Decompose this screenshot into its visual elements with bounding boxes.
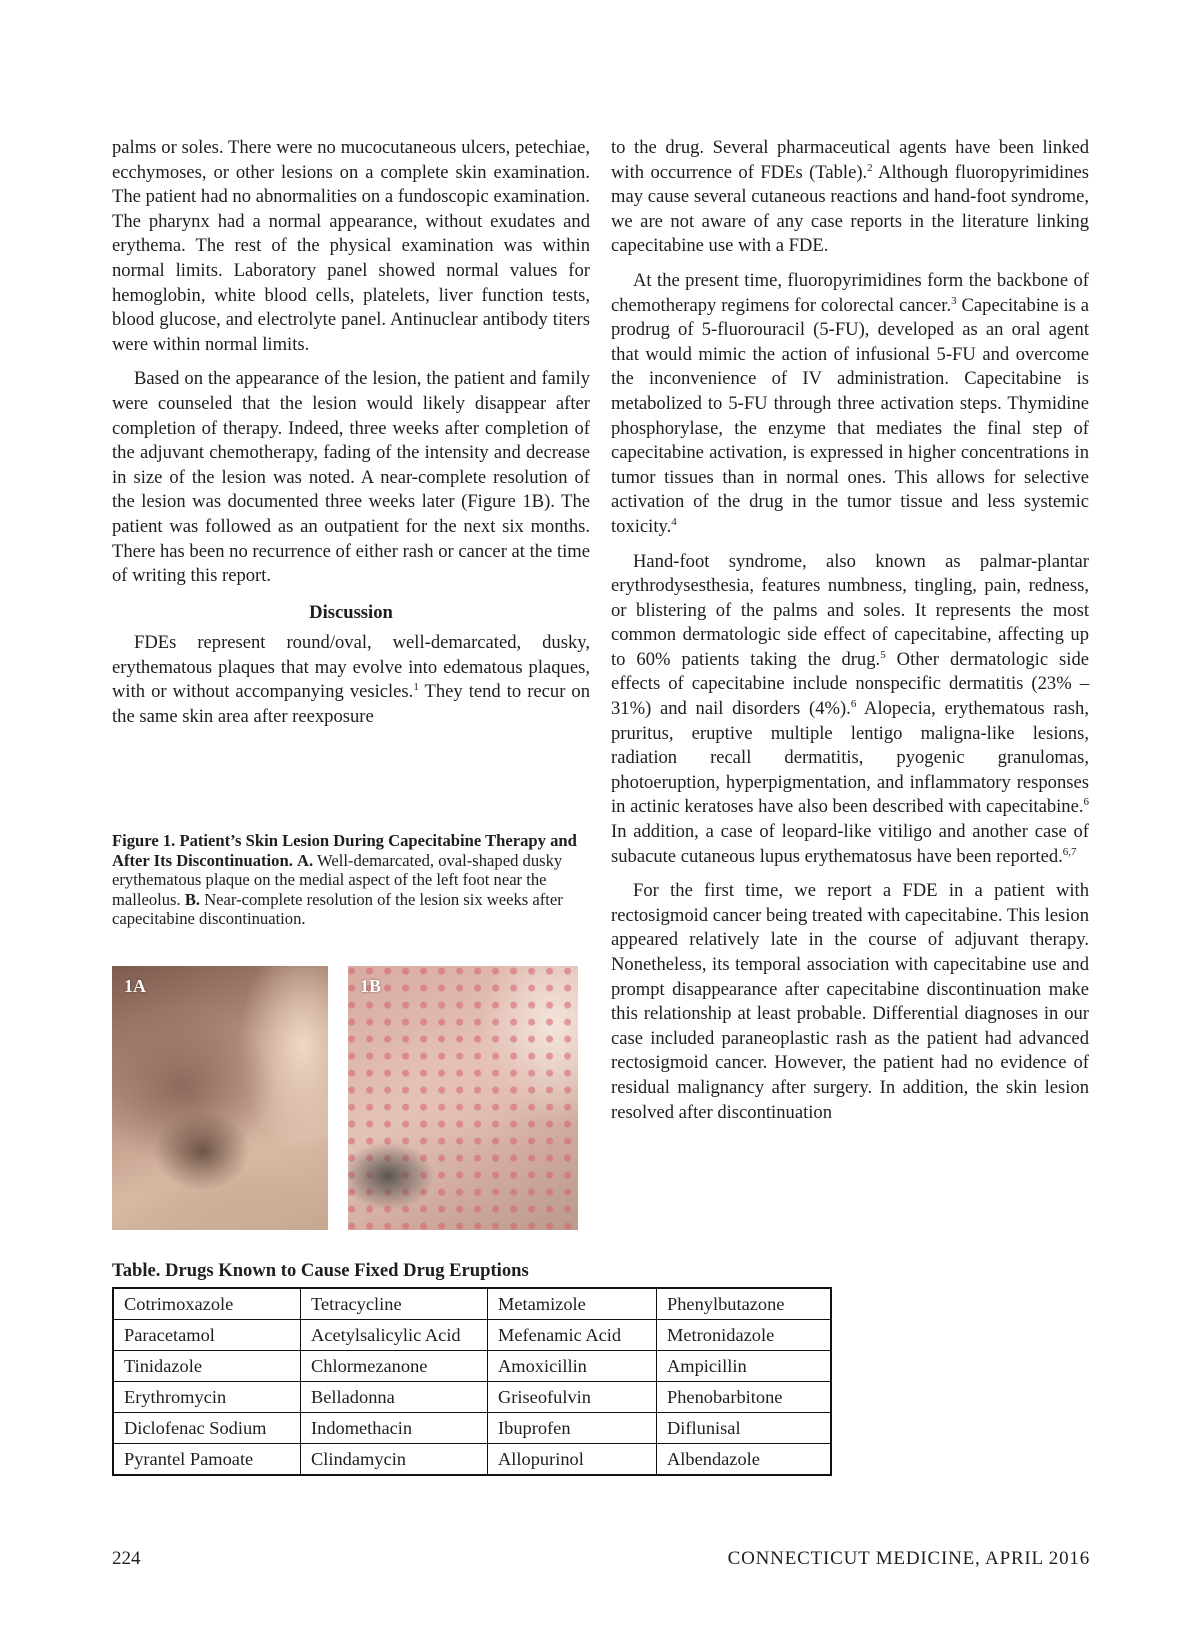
figure-panel-marker: A. [297,850,314,870]
table-cell: Diflunisal [657,1413,832,1444]
table-row [113,1444,831,1476]
paragraph-text: Other dermatologic side effects of capecitabine include nonspecific dermatitis (23% – 31%) and nail disorders (4%). [611,648,1089,720]
paragraph-text: Capecitabine is a prodrug of 5-fluorouracil (5-FU), developed as an oral agent that would mimic the action of infusional 5-FU and overcome the inconvenience of IV administration. Capecitabine is metabolized to 5-FU through three activation steps. Thymidine phosphorylase, the enzyme that mediates the final step of capecitabine activation, is expressed in higher concentrations in tumor tissues than in normal ones. This allows for selective activation of the drug in the tumor tissue and less systemic toxicity. [611,294,1089,537]
citation-ref[interactable]: 6 [850,697,857,710]
table-cell: Diclofenac Sodium [113,1413,301,1444]
journal-footer: CONNECTICUT MEDICINE, APRIL 2016 [727,1548,1090,1569]
paragraph-text: FDEs represent round/oval, well-demarcated, dusky, erythematous plaques that may evolve into edematous plaques, with or without accompanying vesicles. [112,632,590,703]
left-column [112,136,590,730]
table-cell: Erythromycin [113,1382,301,1413]
skin-lesion-photo-b [348,966,578,1230]
page-number: 224 [112,1548,141,1569]
figure-caption [112,831,578,929]
table-cell: Amoxicillin [488,1351,657,1382]
table-cell: Chlormezanone [301,1351,488,1382]
table-row [113,1320,831,1351]
table-cell: Indomethacin [301,1413,488,1444]
figure-panel-marker: B. [184,889,201,909]
paragraph [611,269,1089,540]
paragraph-text: Although fluoropyrimidines may cause several cutaneous reactions and hand-foot syndrome, we are not aware of any case reports in the literature linking capecitabine use with a FDE. [611,161,1089,257]
table-cell: Albendazole [657,1444,832,1476]
citation-ref[interactable]: 1 [413,681,419,694]
table-cell: Acetylsalicylic Acid [301,1320,488,1351]
table-cell: Tinidazole [113,1351,301,1382]
right-column [611,136,1089,1125]
figure-1 [112,831,578,996]
table-row [113,1351,831,1382]
paragraph [611,136,1089,259]
figure-images [112,966,578,1230]
drug-table [112,1287,832,1476]
table-cell: Allopurinol [488,1444,657,1476]
figure-title: Figure 1. Patient’s Skin Lesion During Capecitabine Therapy and After Its Discontinuation. [112,831,577,870]
table-cell: Pyrantel Pamoate [113,1444,301,1476]
citation-ref[interactable]: 5 [880,648,886,661]
skin-lesion-photo-a [112,966,328,1230]
table-cell: Metronidazole [657,1320,832,1351]
paragraph: For the first time, we report a FDE in a patient with rectosigmoid cancer being treated with capecitabine. This lesion appeared relatively late in the course of adjuvant therapy. Nonetheless, its temporal association with capecitabine use and prompt disappearance after capecitabine discontinuation make this relationship at least probable. Differential diagnoses in our case included paraneoplastic rash as the patient had advanced rectosigmoid cancer. However, the patient had no evidence of residual malignancy after surgery. In addition, the skin lesion resolved after discontinuation [611,880,1089,1123]
paragraph-text: to the drug. Several pharmaceutical agents have been linked with occurrence of FDEs (Table). [611,137,1089,183]
paragraph-text: At the present time, fluoropyrimidines form the backbone of chemotherapy regimens for colorectal cancer. [611,269,1089,316]
table-cell: Ampicillin [657,1351,832,1382]
paragraph-text: Hand-foot syndrome, also known as palmar-plantar erythrodysesthesia, features numbness, tingling, pain, redness, or blistering of the palms and soles. It represents the most common dermatologic side effect of capecitabine, affecting up to 60% patients taking the drug. [611,550,1089,670]
table-cell: Cotrimoxazole [113,1288,301,1320]
table-title: Table. Drugs Known to Cause Fixed Drug Eruptions [112,1260,529,1281]
citation-ref[interactable]: 4 [671,515,677,528]
table-cell: Tetracycline [301,1288,488,1320]
citation-ref[interactable]: 2 [867,161,873,174]
paragraph-text: They tend to recur on the same skin area after reexposure [112,681,590,728]
drug-table-block [112,1260,832,1476]
section-heading-discussion: Discussion [309,601,393,623]
drug-table-body [113,1288,831,1475]
table-cell: Griseofulvin [488,1382,657,1413]
citation-ref[interactable]: 6 [1083,796,1089,809]
table-cell: Paracetamol [113,1320,301,1351]
table-cell: Phenobarbitone [657,1382,832,1413]
citation-ref[interactable]: 6,7 [1062,845,1077,858]
table-cell: Belladonna [301,1382,488,1413]
table-row [113,1413,831,1444]
paragraph: Based on the appearance of the lesion, the patient and family were counseled that the lesion would likely disappear after completion of therapy. Indeed, three weeks after completion of the adjuvant chemotherapy, fading of the intensity and decrease in size of the lesion was noted. A near-complete resolution of the lesion was documented three weeks later (Figure 1B). The patient was followed as an outpatient for the next six months. There has been no recurrence of either rash or cancer at the time of writing this report. [112,368,591,587]
paragraph-text: Alopecia, erythematous rash, pruritus, eruptive multiple lentigo maligna-like lesions, radiation recall dermatitis, pyogenic granulomas, photoeruption, hyperpigmentation, and inflammatory responses in actinic keratoses have also been described with capecitabine. [611,698,1089,818]
table-cell: Phenylbutazone [657,1288,832,1320]
figure-panel-text: Well-demarcated, oval-shaped dusky erythematous plaque on the medial aspect of the left foot near the malleolus. [112,850,563,909]
panel-label: 1A [124,976,146,996]
paragraph [611,550,1089,870]
paragraph [112,631,590,729]
paragraph: palms or soles. There were no mucocutaneous ulcers, petechiae, ecchymoses, or other lesions on a complete skin examination. The patient had no abnormalities on a fundoscopic examination. The pharynx had a normal appearance, without exudates and erythema. The rest of the physical examination was within normal limits. Laboratory panel showed normal values for hemoglobin, white blood cells, platelets, liver function tests, blood glucose, and electrolyte panel. Antinuclear antibody titers were within normal limits. [112,137,590,355]
panel-label: 1B [360,976,382,996]
table-cell: Ibuprofen [488,1413,657,1444]
paragraph-text: In addition, a case of leopard-like vitiligo and another case of subacute cutaneous lupus erythematosus have been reported. [611,821,1089,867]
table-row [113,1382,831,1413]
citation-ref[interactable]: 3 [951,294,957,307]
table-cell: Mefenamic Acid [488,1320,657,1351]
table-cell: Metamizole [488,1288,657,1320]
table-row [113,1288,831,1320]
table-cell: Clindamycin [301,1444,488,1476]
figure-panel-text: Near-complete resolution of the lesion six weeks after capecitabine discontinuation. [112,889,563,928]
